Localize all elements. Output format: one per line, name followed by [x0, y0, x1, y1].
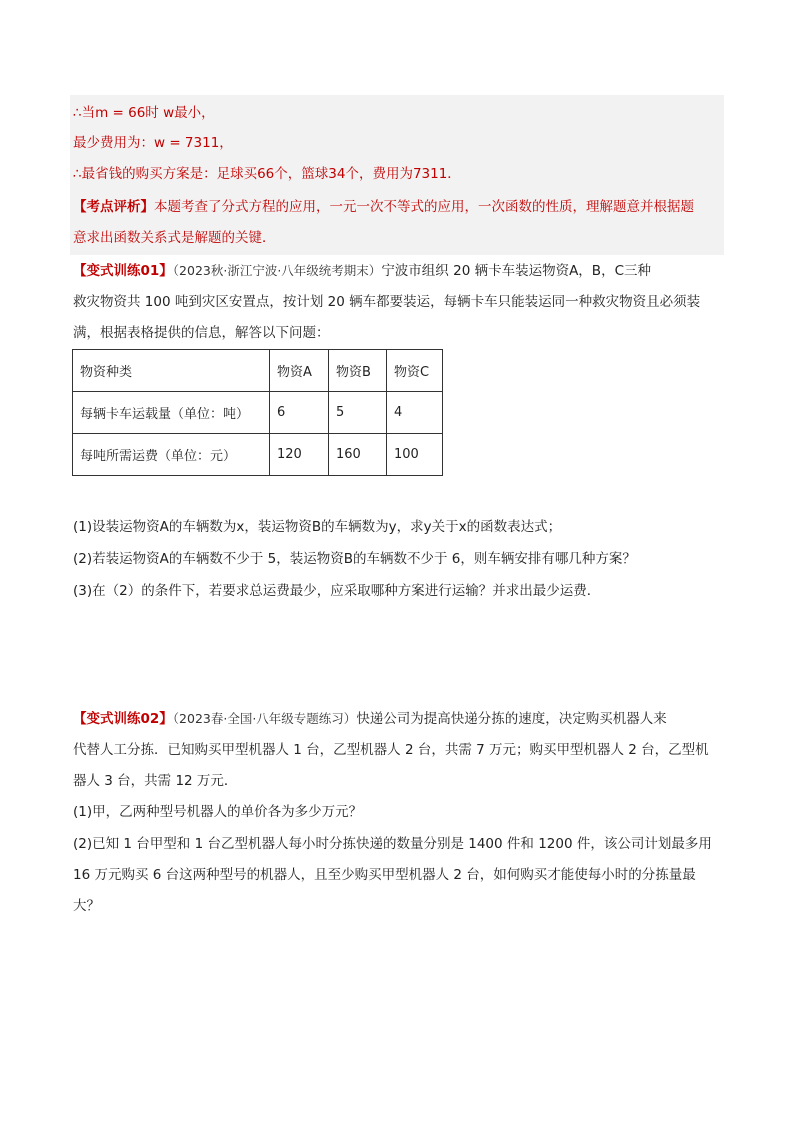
- variant2-question-2-line-1: (2)已知 1 台甲型和 1 台乙型机器人每小时分拣快递的数量分别是 1400 件和 1200 件，该公司计划最多用: [73, 836, 712, 852]
- table-cell: 120: [270, 434, 329, 476]
- variant2-tag: 【变式训练02】: [73, 711, 173, 727]
- variant2-line-2: 代替人工分拣．已知购买甲型机器人 1 台，乙型机器人 2 台，共需 7 万元；购买甲型机器人 2 台，乙型机: [73, 742, 709, 758]
- variant2-question-1: (1)甲，乙两种型号机器人的单价各为多少万元？: [73, 804, 363, 820]
- table-cell: 每辆卡车运载量（单位：吨）: [73, 392, 270, 434]
- variant2-question-2-line-3: 大？: [73, 898, 100, 914]
- table-header-cell: 物资种类: [73, 350, 270, 392]
- analysis-text-1: 本题考查了分式方程的应用，一元一次不等式的应用，一次函数的性质，理解题意并根据题: [154, 199, 694, 215]
- table-header-cell: 物资B: [329, 350, 387, 392]
- variant2-line-3: 器人 3 台，共需 12 万元．: [73, 773, 238, 789]
- variant2-line-1: [73, 710, 667, 728]
- variant1-text-1: 宁波市组织 20 辆卡车装运物资A，B，C三种: [381, 263, 651, 279]
- materials-table: [72, 349, 443, 476]
- variant1-question-1: (1)设装运物资A的车辆数为x，装运物资B的车辆数为y，求y关于x的函数表达式；: [73, 519, 562, 535]
- table-cell: 5: [329, 392, 387, 434]
- answer-line-1: ∴当m = 66时 w最小，: [73, 105, 215, 121]
- variant2-source: （2023春·全国·八年级专题练习）: [172, 711, 357, 726]
- variant1-question-3: (3)在（2）的条件下，若要求总运费最少，应采取哪种方案进行运输？并求出最少运费．: [73, 583, 601, 599]
- variant2-question-2-line-2: 16 万元购买 6 台这两种型号的机器人，且至少购买甲型机器人 2 台，如何购买才能使每小时的分拣量最: [73, 867, 696, 883]
- analysis-line-2: 意求出函数关系式是解题的关键．: [73, 230, 276, 246]
- variant1-line-2: 救灾物资共 100 吨到灾区安置点，按计划 20 辆车都要装运，每辆卡车只能装运同一种救灾物资且必须装: [73, 294, 701, 310]
- variant1-source: （2023秋·浙江宁波·八年级统考期末）: [172, 263, 382, 278]
- table-cell: 160: [329, 434, 387, 476]
- table-cell: 4: [387, 392, 443, 434]
- table-row: [73, 392, 443, 434]
- table-header-cell: 物资A: [270, 350, 329, 392]
- variant1-tag: 【变式训练01】: [73, 263, 173, 279]
- answer-line-3: ∴最省钱的购买方案是：足球买66个，篮球34个，费用为7311．: [73, 166, 461, 182]
- variant2-text-1: 快递公司为提高快递分拣的速度，决定购买机器人来: [356, 711, 667, 727]
- table-cell: 6: [270, 392, 329, 434]
- variant1-question-2: (2)若装运物资A的车辆数不少于 5，装运物资B的车辆数不少于 6，则车辆安排有哪几种方案？: [73, 551, 636, 567]
- variant1-line-3: 满，根据表格提供的信息，解答以下问题：: [73, 325, 330, 341]
- variant1-line-1: [73, 262, 651, 280]
- table-header-row: [73, 350, 443, 392]
- analysis-line-1: [73, 198, 694, 216]
- table-cell: 每吨所需运费（单位：元）: [73, 434, 270, 476]
- analysis-tag: 【考点评析】: [73, 199, 154, 215]
- table-row: [73, 434, 443, 476]
- table-cell: 100: [387, 434, 443, 476]
- table-header-cell: 物资C: [387, 350, 443, 392]
- answer-line-2: 最少费用为：w = 7311，: [73, 135, 233, 151]
